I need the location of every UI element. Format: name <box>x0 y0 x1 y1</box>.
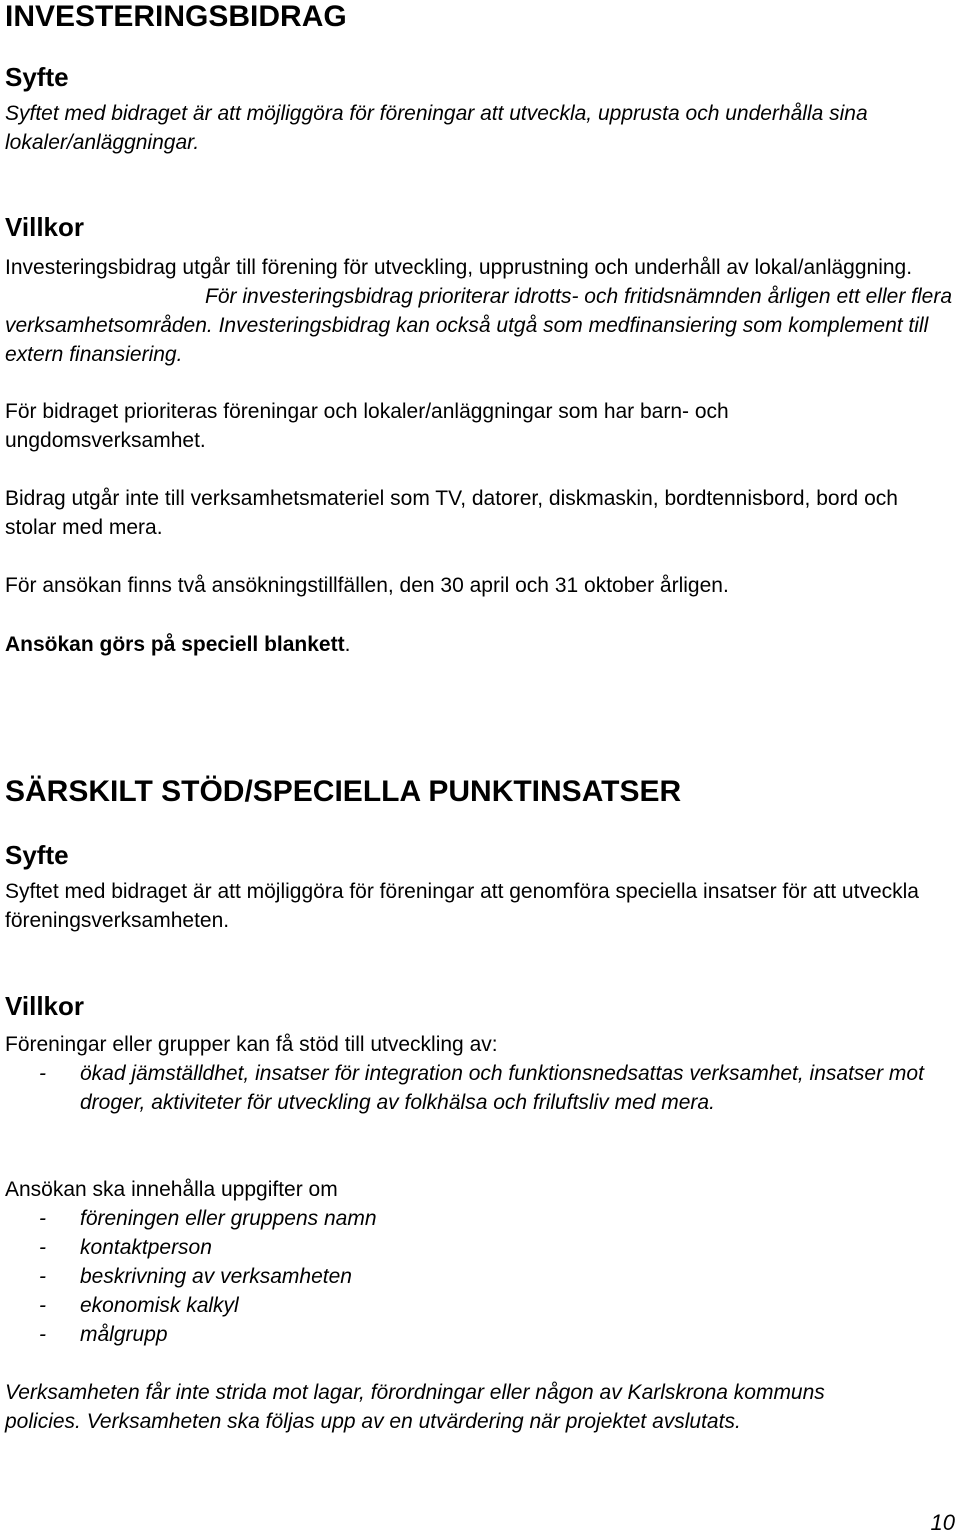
list-dash: - <box>39 1236 46 1259</box>
section2-application-intro: Ansökan ska innehålla uppgifter om <box>5 1178 338 1201</box>
list-dash: - <box>39 1323 46 1346</box>
section2-conditions-intro: Föreningar eller grupper kan få stöd till utveckling av: <box>5 1033 498 1056</box>
list-item-text: föreningen eller gruppens namn <box>80 1207 377 1230</box>
section2-conditions-item <box>5 1059 955 1117</box>
list-item <box>5 1320 168 1349</box>
list-item <box>5 1204 377 1233</box>
section1-priority-text: För bidraget prioriteras föreningar och lokaler/anläggningar som har barn- och ungdomsverksamhet. <box>5 400 729 452</box>
section1-purpose-heading: Syfte <box>5 62 69 92</box>
section1-form-note: Ansökan görs på speciell blankett. <box>5 633 351 656</box>
list-dash: - <box>39 1062 46 1085</box>
section1-purpose-text: Syftet med bidraget är att möjliggöra för föreningar att utveckla, upprusta och underhålla sina lokaler/anläggningar. <box>5 102 868 154</box>
list-dash: - <box>39 1265 46 1288</box>
list-item-text: beskrivning av verksamheten <box>80 1265 352 1288</box>
list-dash: - <box>39 1207 46 1230</box>
section2-conditions-heading: Villkor <box>5 991 85 1021</box>
section1-conditions-text-a: Investeringsbidrag utgår till förening för utveckling, upprustning och underhåll av lokal/anläggning. <box>5 256 913 279</box>
list-item <box>5 1262 352 1291</box>
section2-closing-text: Verksamheten får inte strida mot lagar, förordningar eller någon av Karlskrona kommuns policies. Verksamheten ska följas upp av en utvärdering när projektet avslutats. <box>5 1381 825 1433</box>
section1-form-note-text: Ansökan görs på speciell blankett <box>5 633 345 656</box>
list-item-text: målgrupp <box>80 1323 168 1346</box>
list-dash: - <box>39 1294 46 1317</box>
list-item <box>5 1233 212 1262</box>
section1-conditions-heading: Villkor <box>5 212 85 242</box>
section1-application-dates: För ansökan finns två ansökningstillfällen, den 30 april och 31 oktober årligen. <box>5 574 729 597</box>
list-item <box>5 1291 239 1320</box>
section1-conditions-text-b: För investeringsbidrag prioriterar idrotts- och fritidsnämnden årligen ett eller flera verksamhetsområden. Investeringsbidrag kan också utgå som medfinansiering som komplement till extern finansiering. <box>5 285 952 366</box>
section1-title: INVESTERINGSBIDRAG <box>5 0 347 33</box>
list-item-text: ekonomisk kalkyl <box>80 1294 239 1317</box>
section1-exclusion-text: Bidrag utgår inte till verksamhetsmateriel som TV, datorer, diskmaskin, bordtennisbord, bord och stolar med mera. <box>5 487 898 539</box>
page-number: 10 <box>930 1510 955 1535</box>
section2-conditions-item-text: ökad jämställdhet, insatser för integration och funktionsnedsattas verksamhet, insatser mot droger, aktiviteter för utveckling av folkhälsa och friluftsliv med mera. <box>80 1062 924 1114</box>
section2-purpose-heading: Syfte <box>5 840 69 870</box>
section2-title: SÄRSKILT STÖD/SPECIELLA PUNKTINSATSER <box>5 775 682 808</box>
list-item-text: kontaktperson <box>80 1236 212 1259</box>
section2-purpose-text: Syftet med bidraget är att möjliggöra för föreningar att genomföra speciella insatser för att utveckla föreningsverksamheten. <box>5 880 919 932</box>
